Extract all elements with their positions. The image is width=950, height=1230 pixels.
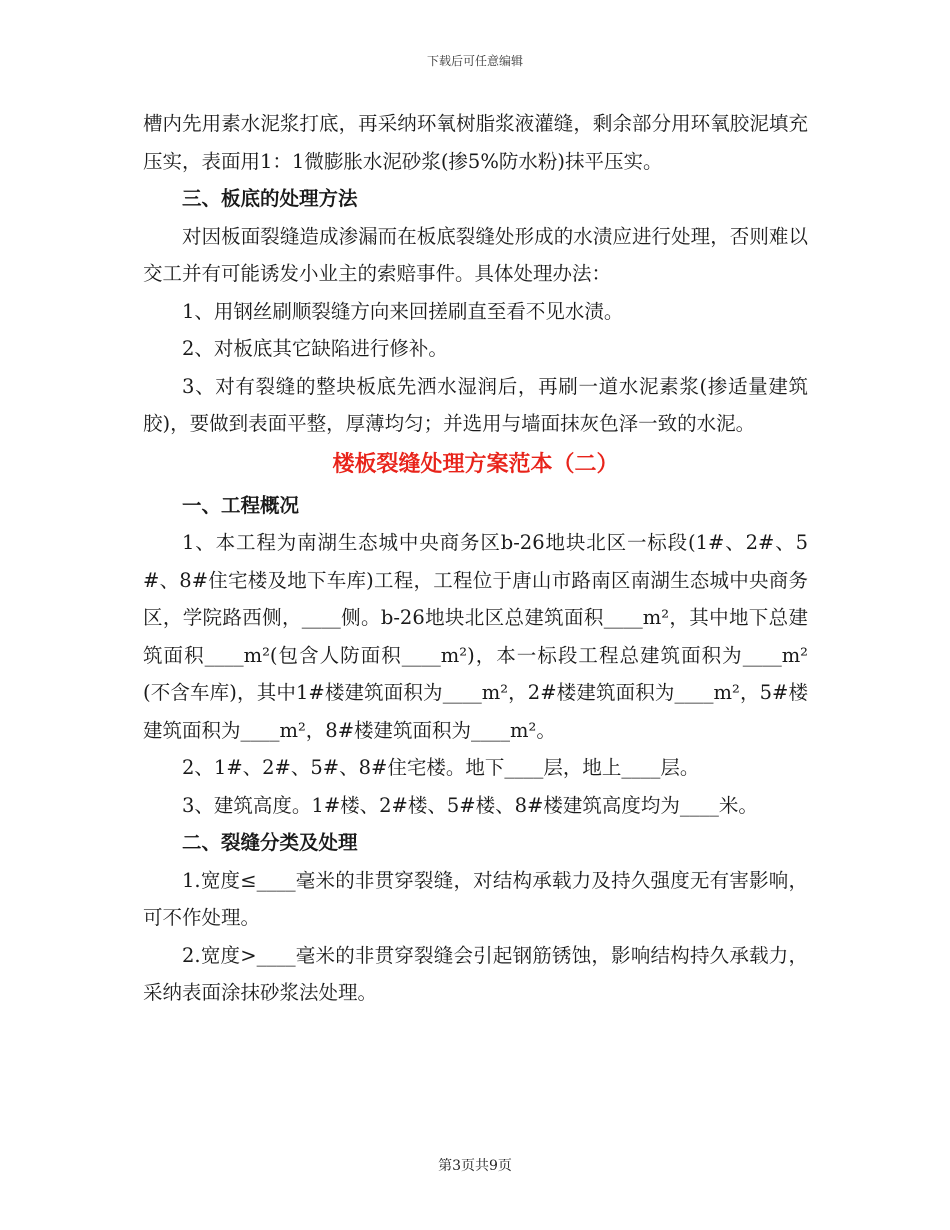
list-item-step-1: 1、用钢丝刷顺裂缝方向来回搓刷直至看不见水渍。 bbox=[182, 299, 624, 323]
paragraph-overview-1: 1、本工程为南湖生态城中央商务区b-26地块北区一标段(1#、2#、5#、8#住宅楼及地下车库)工程，工程位于唐山市路南区南湖生态城中央商务区，学院路西侧，____侧。b-26地块北区总建筑面积____m²，其中地下总建筑面积____m²(包含人防面积____m²)，本一标段工程总建筑面积为____m²(不含车库)，其中1#楼建筑面积为____m²，2#楼建筑面积为____m²，5#楼建筑面积为____m²，8#楼建筑面积为____m²。 bbox=[143, 531, 808, 742]
section-heading-crack-classification: 二、裂缝分类及处理 bbox=[182, 831, 358, 854]
paragraph-board-bottom-intro: 对因板面裂缝造成渗漏而在板底裂缝处形成的水渍应进行处理，否则难以交工并有可能诱发小业主的索赔事件。具体处理办法： bbox=[143, 224, 808, 285]
paragraph-overview-3: 3、建筑高度。1#楼、2#楼、5#楼、8#楼建筑高度均为____米。 bbox=[182, 793, 758, 817]
section-heading-overview: 一、工程概况 bbox=[182, 493, 300, 517]
list-item-step-2: 2、对板底其它缺陷进行修补。 bbox=[182, 337, 448, 360]
list-item-step-3: 3、对有裂缝的整块板底先洒水湿润后，再刷一道水泥素浆(掺适量建筑胶)，要做到表面平整，厚薄均匀；并选用与墙面抹灰色泽一致的水泥。 bbox=[143, 374, 808, 435]
paragraph-overview-2: 2、1#、2#、5#、8#住宅楼。地下____层，地上____层。 bbox=[182, 756, 700, 779]
paragraph-continuation: 槽内先用素水泥浆打底，再采纳环氧树脂浆液灌缝，剩余部分用环氧胶泥填充压实，表面用1：1微膨胀水泥砂浆(掺5%防水粉)抹平压实。 bbox=[143, 112, 808, 173]
page-header-note: 下载后可任意编辑 bbox=[426, 54, 523, 68]
paragraph-crack-2: 2.宽度>____毫米的非贯穿裂缝会引起钢筋锈蚀，影响结构持久承载力，采纳表面涂抹砂浆法处理。 bbox=[143, 943, 808, 1004]
section-heading-board-bottom: 三、板底的处理方法 bbox=[182, 187, 358, 210]
page-number-footer: 第3页共9页 bbox=[438, 1158, 512, 1174]
paragraph-crack-1: 1.宽度≤____毫米的非贯穿裂缝，对结构承载力及持久强度无有害影响，可不作处理。 bbox=[143, 868, 808, 929]
document-title: 楼板裂缝处理方案范本（二） bbox=[332, 450, 619, 477]
document-body bbox=[143, 105, 808, 1012]
